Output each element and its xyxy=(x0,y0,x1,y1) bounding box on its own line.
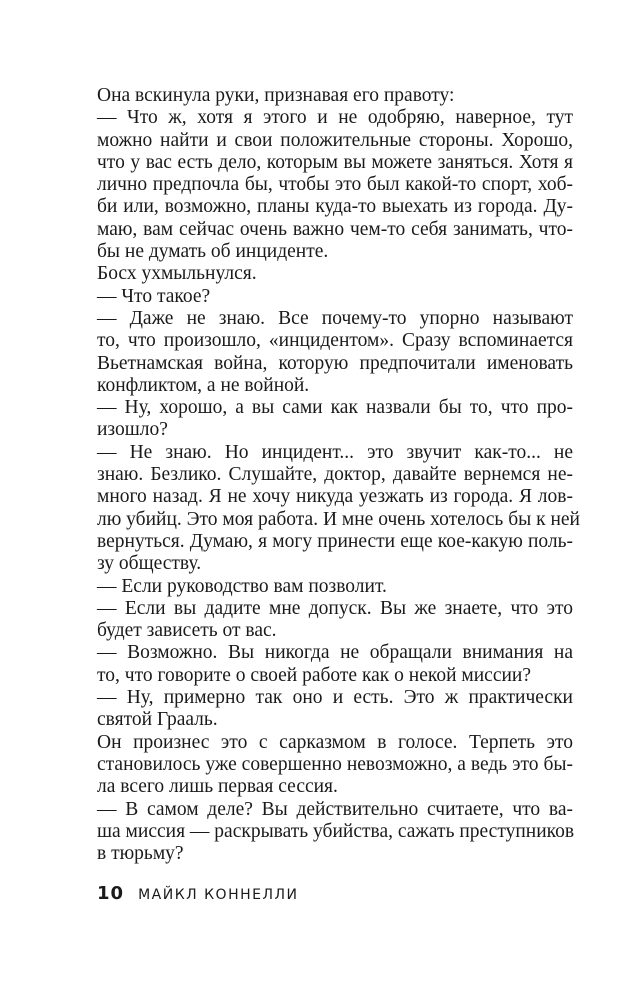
body-text xyxy=(97,85,580,865)
text-line: святой Грааль. xyxy=(97,709,218,731)
text-line: в тюрьму? xyxy=(97,843,184,865)
text-line: би или, возможно, планы куда-то выехать из города. Ду- xyxy=(97,196,573,218)
text-line: лю убийц. Это моя работа. И мне очень хотелось бы к ней xyxy=(97,508,580,530)
text-line: — Что ж, хотя я этого и не одобряю, наверное, тут xyxy=(97,107,573,129)
text-line: Босх ухмыльнулся. xyxy=(97,263,257,285)
text-line: — Если вы дадите мне допуск. Вы же знаете, что это xyxy=(97,597,573,619)
running-head-author: МАЙКЛ КОННЕЛЛИ xyxy=(138,887,299,903)
text-line: маю, вам сейчас очень важно чем-то себя занимать, что- xyxy=(97,218,573,240)
text-line: — Не знаю. Но инцидент... это звучит как-то... не xyxy=(97,441,573,463)
text-line: Он произнес это с сарказмом в голосе. Терпеть это xyxy=(97,731,573,753)
text-line: Вьетнамская война, которую предпочитали именовать xyxy=(97,352,573,374)
text-line: Она вскинула руки, признавая его правоту: xyxy=(97,85,455,106)
text-line: что у вас есть дело, которым вы можете заняться. Хотя я xyxy=(97,151,573,173)
text-line: — Что такое? xyxy=(97,285,211,307)
text-line: зу обществу. xyxy=(97,553,202,575)
text-line: знаю. Безлико. Слушайте, доктор, давайте вернемся не- xyxy=(97,464,573,486)
text-line: становилось уже совершенно невозможно, а ведь это бы- xyxy=(97,753,573,775)
page-number: 10 xyxy=(97,883,125,904)
text-line: — Даже не знаю. Все почему-то упорно называют xyxy=(97,307,573,329)
text-line: лично предпочла бы, чтобы это был какой-то спорт, хоб- xyxy=(97,174,573,196)
text-line: — Возможно. Вы никогда не обращали внимания на xyxy=(97,642,573,664)
text-line: то, что произошло, «инцидентом». Сразу вспоминается xyxy=(97,330,573,352)
text-line: много назад. Я не хочу никуда уезжать из города. Я лов- xyxy=(97,486,573,508)
text-line: — Ну, примерно так оно и есть. Это ж практически xyxy=(97,687,573,709)
text-line: конфликтом, а не войной. xyxy=(97,374,310,396)
text-line: будет зависеть от вас. xyxy=(97,620,277,642)
text-line: — Если руководство вам позволит. xyxy=(97,575,387,597)
text-line: — В самом деле? Вы действительно считаете, что ва- xyxy=(97,798,573,820)
text-line: бы не думать об инциденте. xyxy=(97,241,329,263)
text-line: изошло? xyxy=(97,419,168,441)
text-line: вернуться. Думаю, я могу принести еще кое-какую поль- xyxy=(97,530,573,552)
text-line: то, что говорите о своей работе как о некой миссии? xyxy=(97,664,532,686)
page-footer xyxy=(97,883,299,907)
text-line: можно найти и свои положительные стороны. Хорошо, xyxy=(97,129,573,151)
text-line: — Ну, хорошо, а вы сами как назвали бы то, что про- xyxy=(97,397,573,419)
text-line: ла всего лишь первая сессия. xyxy=(97,776,338,798)
text-line: ша миссия — раскрывать убийства, сажать преступников xyxy=(97,820,575,842)
